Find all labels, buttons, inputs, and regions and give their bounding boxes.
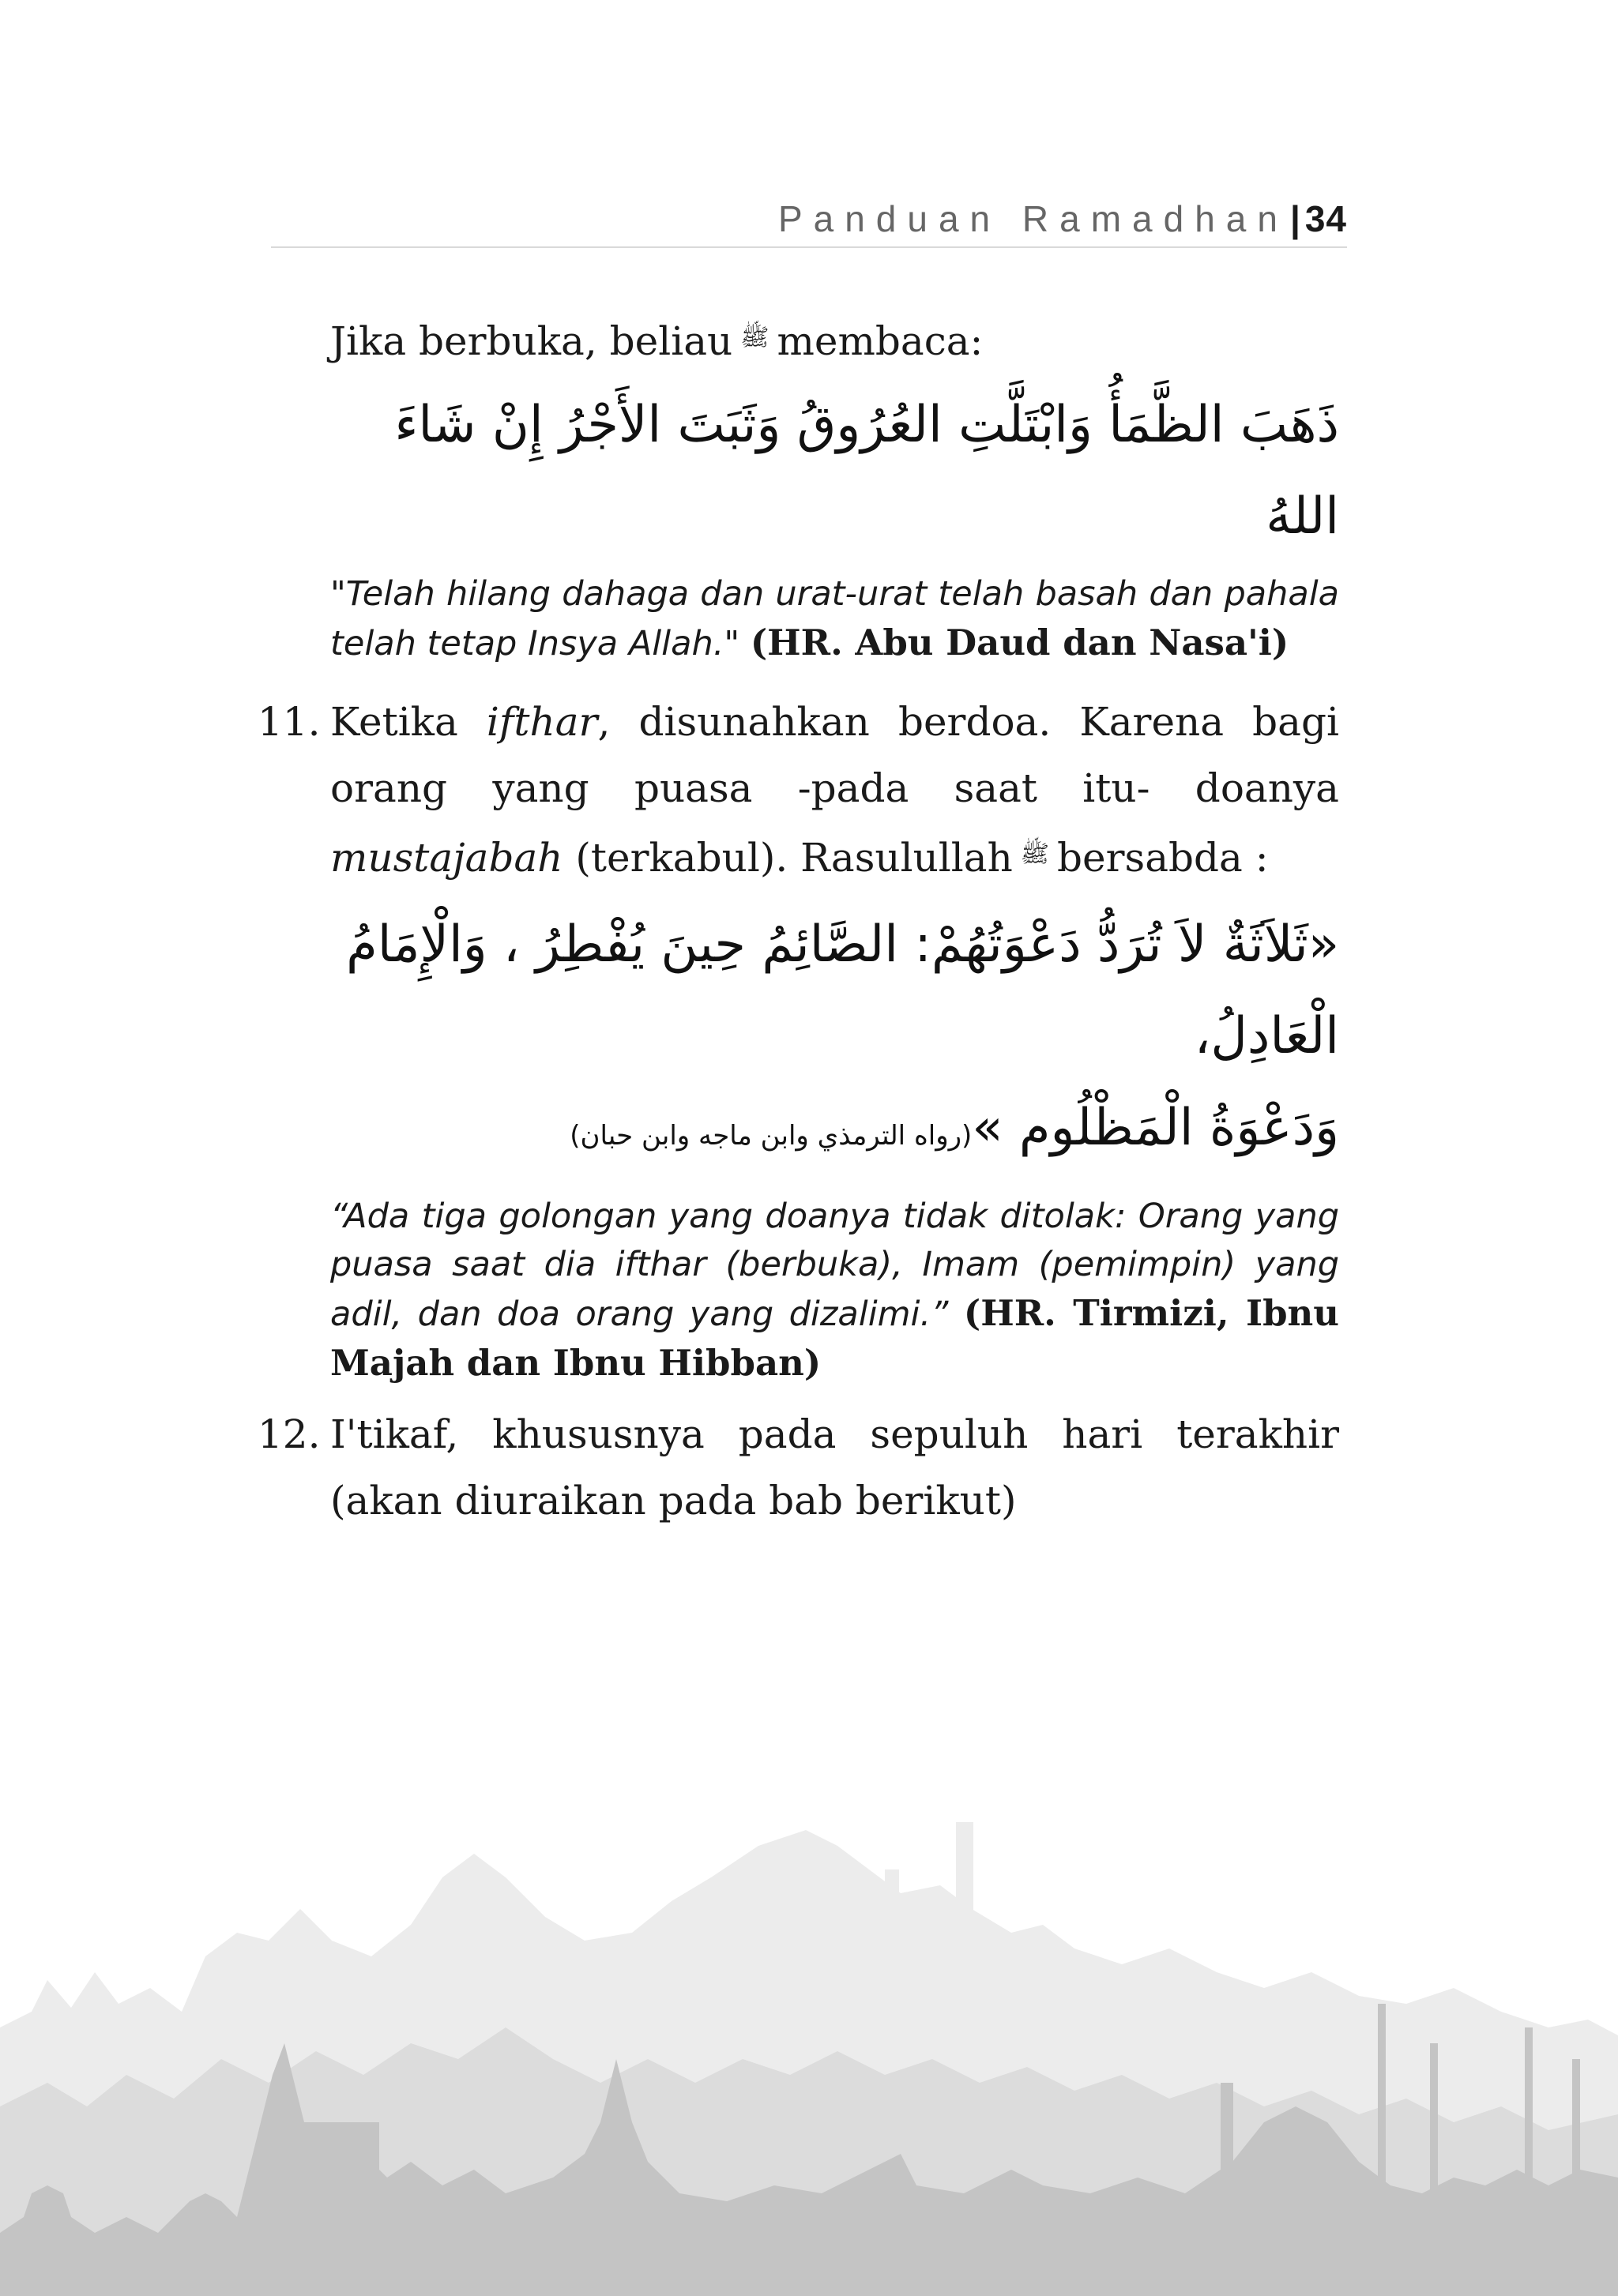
intro-after: membaca: bbox=[777, 318, 984, 364]
hadith-arabic-source: (رواه الترمذي وابن ماجه وابن حبان) bbox=[570, 1120, 973, 1152]
list-item-12 bbox=[258, 1401, 1339, 1534]
book-title: Panduan Ramadhan bbox=[777, 198, 1289, 239]
list-number: 11. bbox=[258, 699, 321, 745]
salawat-symbol: ﷺ bbox=[740, 324, 769, 351]
hadith-translation: “Ada tiga golongan yang doanya tidak ditolak: Orang yang puasa saat dia ifthar (berbuka), Imam (pemimpin) yang adil, dan doa orang yang dizalimi.” bbox=[330, 1197, 1339, 1334]
item-11-ifthar: ifthar bbox=[486, 699, 598, 745]
hadith-source: (HR. Tirmizi, Ibnu Majah dan Ibnu Hibban) bbox=[330, 1292, 1339, 1384]
hadith-arabic-line-2 bbox=[330, 1082, 1339, 1182]
list-item-11 bbox=[258, 689, 1339, 891]
item-11-part-a: Ketika bbox=[330, 699, 458, 745]
dua-translation: "Telah hilang dahaga dan urat-urat telah basah dan pahala telah tetap Insya Allah." bbox=[330, 574, 1339, 663]
dua-translation-block bbox=[330, 570, 1339, 668]
page-number: 34 bbox=[1304, 198, 1347, 239]
item-11-part-c: (terkabul). Rasulullah bbox=[575, 835, 1013, 881]
city-skyline-illustration bbox=[0, 1822, 1618, 2296]
dua-source: (HR. Abu Daud dan Nasa'i) bbox=[750, 622, 1289, 663]
header-separator: | bbox=[1289, 198, 1300, 239]
list-number: 12. bbox=[258, 1411, 321, 1457]
item-11-part-d: bersabda : bbox=[1057, 835, 1269, 881]
hadith-arabic-text: وَدَعْوَةُ الْمَظْلُوم » bbox=[972, 1099, 1339, 1157]
intro-before: Jika berbuka, beliau bbox=[330, 318, 733, 364]
salawat-symbol: ﷺ bbox=[1020, 840, 1050, 868]
running-header bbox=[269, 193, 1347, 245]
item-11-text bbox=[330, 689, 1339, 891]
header-rule bbox=[271, 246, 1347, 248]
intro-line bbox=[330, 305, 1339, 374]
hadith-translation-block bbox=[330, 1193, 1339, 1388]
item-12-text: I'tikaf, khususnya pada sepuluh hari terakhir (akan diuraikan pada bab berikut) bbox=[330, 1411, 1339, 1524]
page-body bbox=[258, 305, 1339, 1534]
item-11-mustajabah: mustajabah bbox=[330, 835, 563, 881]
item-11-part-b: , disunahkan berdoa. Karena bagi orang yang puasa -pada saat itu- doanya bbox=[330, 699, 1339, 811]
dua-arabic: ذَهَبَ الظَّمَأُ وَابْتَلَّتِ العُرُوقُ وَثَبَتَ الأَجْرُ إِنْ شَاءَ اللهُ bbox=[394, 396, 1339, 546]
hadith-arabic-line-1: «ثَلاَثَةٌ لاَ تُرَدُّ دَعْوَتُهُمْ: الصَّائِمُ حِينَ يُفْطِرُ ، وَالْإِمَامُ الْعَادِلُ، bbox=[346, 915, 1339, 1065]
